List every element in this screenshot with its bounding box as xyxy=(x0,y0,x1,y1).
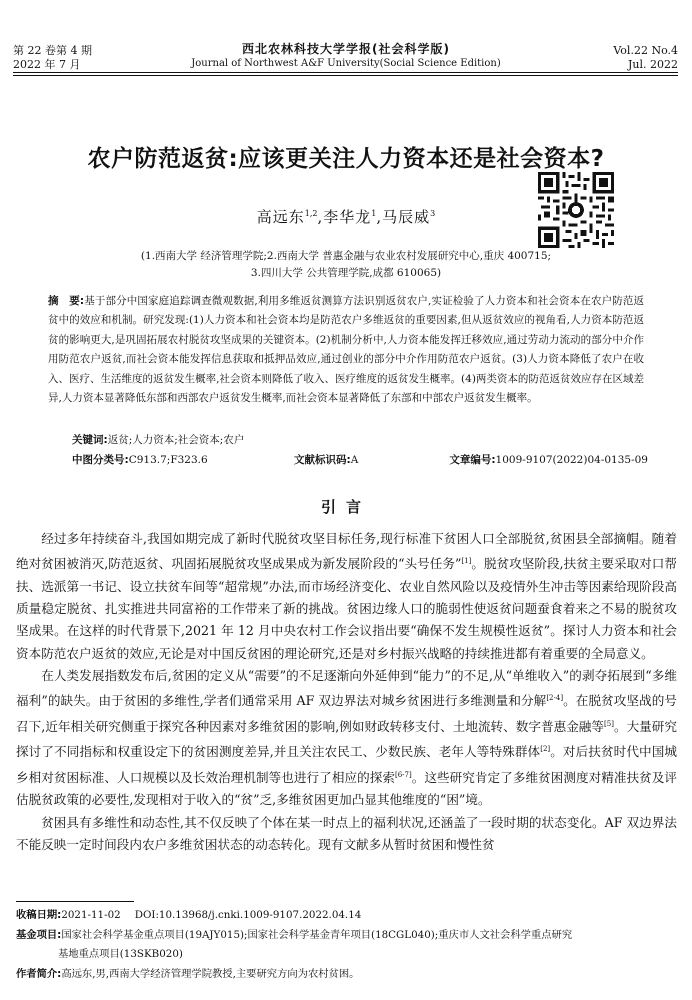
keywords xyxy=(72,432,644,447)
document-code: 文献标识码:A xyxy=(294,454,359,466)
paper-title: 农户防范返贫:应该更关注人力资本还是社会资本? xyxy=(87,146,605,172)
footnote-rule xyxy=(16,901,134,902)
header-volume-en: Vol.22 No.4 xyxy=(613,44,678,57)
journal-name-cn: 西北农林科技大学学报(社会科学版) xyxy=(242,42,450,56)
author-bio: 作者简介:高远东,男,西南大学经济管理学院教授,主要研究方向为农村贫困。 xyxy=(16,967,360,980)
author-list: 高远东$^{1,2}$,李华龙$^1$,马辰威$^3$ xyxy=(256,208,436,226)
journal-header xyxy=(0,42,692,71)
author-affiliation-mark: 1,2 xyxy=(304,209,318,218)
paragraph: 贫困具有多维性和动态性,其不仅反映了个体在某一时点上的福利状况,还涵盖了一段时期的状态变化。AF 双边界法不能反映一定时间段内农户多维贫困状态的动态转化。现有文献多从暂时贫困和慢性贫 xyxy=(16,814,677,852)
citation: [1] xyxy=(461,557,472,566)
received-date: 收稿日期:2021-11-02 DOI:10.13968/j.cnki.1009-9107.2022.04.14 xyxy=(16,909,362,921)
citation: [2-4] xyxy=(546,694,564,703)
header-right xyxy=(613,44,678,72)
clc-number: 中图分类号:C913.7;F323.6 xyxy=(72,454,208,466)
doi: DOI:10.13968/j.cnki.1009-9107.2022.04.14 xyxy=(134,909,362,921)
author-name: 李华龙 xyxy=(323,208,372,226)
citation: [5] xyxy=(604,719,614,728)
citation: [6-7] xyxy=(394,770,412,779)
header-volume-cn: 第 22 卷第 4 期 xyxy=(13,44,92,57)
fund-info: 基金项目:国家社会科学基金重点项目(19AJY015);国家社会科学基金青年项目(18CGL040);重庆市人文社会科学重点研究 xyxy=(16,928,573,941)
keywords-text: 返贫;人力资本;社会资本;农户 xyxy=(107,434,245,446)
abstract-label: 摘 要: xyxy=(48,295,85,307)
header-rule-thin xyxy=(13,75,678,76)
affiliation-line: 3.四川大学 公共管理学院,成都 610065) xyxy=(250,267,442,279)
header-date-en: Jul. 2022 xyxy=(628,58,678,71)
article-number: 文章编号:1009-9107(2022)04-0135-09 xyxy=(449,454,648,466)
author-affiliation-mark: 1 xyxy=(371,209,377,218)
keywords-label: 关键词: xyxy=(72,434,108,446)
citation: [2] xyxy=(540,745,551,754)
author-affiliation-mark: 3 xyxy=(430,209,436,218)
author-name: 马辰威 xyxy=(382,208,431,226)
abstract-text: 基于部分中国家庭追踪调查微观数据,利用多维返贫测算方法识别返贫农户,实证检验了人力资本和社会资本在农户防范返贫中的效应和机制。研究发现:(1)人力资本和社会资本均是防范农户多维返贫的重要因素,但从返贫效应的视角看,人力资本防范返贫的影响更大,是巩固拓展农村脱贫攻坚成果的关键资本。(2)机制分析中,人力资本能发挥迁移效应,通过劳动力流动的部分中介作用防范农户返贫,而社会资本能发挥信息获取和抵押品效应,通过创业的部分中介作用防范农户返贫。(3)人力资本降低了农户在收入、医疗、生活维度的返贫发生概率,社会资本则降低了收入、医疗维度的返贫发生概率。(4)两类资本的防范返贫效应存在区域差异,人力资本显著降低东部和西部农户返贫发生概率,而社会资本显著降低了东部和中部农户返贫发生概率。 xyxy=(48,295,644,405)
abstract xyxy=(48,292,644,408)
fund-info-cont: 基地重点项目(13SKB020) xyxy=(58,948,183,960)
journal-name-en: Journal of Northwest A&F University(Social Science Edition) xyxy=(191,58,501,69)
paragraph: 经过多年持续奋斗,我国如期完成了新时代脱贫攻坚目标任务,现行标准下贫困人口全部脱贫,贫困县全部摘帽。随着绝对贫困被消灭,防范返贫、巩固拓展脱贫攻坚成果成为新发展阶段的“头号任务”[1]。脱贫攻坚阶段,扶贫主要采取对口帮扶、选派第一书记、设立扶贫车间等“超常规”办法,而市场经济变化、农业自然风险以及疫情外生冲击等因素给现阶段高质量稳定脱贫、扎实推进共同富裕的工作带来了新的挑战。贫困边缘人口的脆弱性使返贫问题蚕食着来之不易的脱贫攻坚成果。在这样的时代背景下,2021 年 12 月中央农村工作会议指出要“确保不发生规模性返贫”。探讨人力资本和社会资本防范农户返贫的效应,无论是对中国反贫困的理论研究,还是对乡村振兴战略的持续推进都有着重要的全局意义。 xyxy=(16,531,677,661)
author-name: 高远东 xyxy=(256,208,305,226)
section-heading: 引言 xyxy=(320,498,371,516)
paragraph: 在人类发展指数发布后,贫困的定义从“需要”的不足逐渐向外延伸到“能力”的不足,从“单维收入”的剥夺拓展到“多维福利”的缺失。由于贫困的多维性,学者们通常采用 AF 双边界法对城乡贫困进行多维测量和分解[2-4]。在脱贫攻坚战的号召下,近年相关研究侧重于探究各种因素对多维贫困的影响,例如财政转移支付、土地流转、数字普惠金融等[5]。大量研究探讨了不同指标和权重设定下的贫困测度差异,并且关注农民工、少数民族、老年人等特殊群体[2]。对后扶贫时代中国城乡相对贫困标准、人口规模以及长效治理机制等也进行了相应的探索[6-7]。这些研究肯定了多维贫困测度对精准扶贫及评估脱贫政策的必要性,发现相对于收入的“贫”乏,多维贫困更加凸显其他维度的“困”境。 xyxy=(16,667,678,808)
affiliation-line: (1.西南大学 经济管理学院;2.西南大学 普惠金融与农业农村发展研究中心,重庆 400715; xyxy=(140,250,552,262)
affiliations xyxy=(0,248,692,282)
header-rule-thick xyxy=(13,72,678,73)
body-text xyxy=(16,528,677,856)
footnote xyxy=(16,906,677,984)
header-date-cn: 2022 年 7 月 xyxy=(13,58,81,71)
